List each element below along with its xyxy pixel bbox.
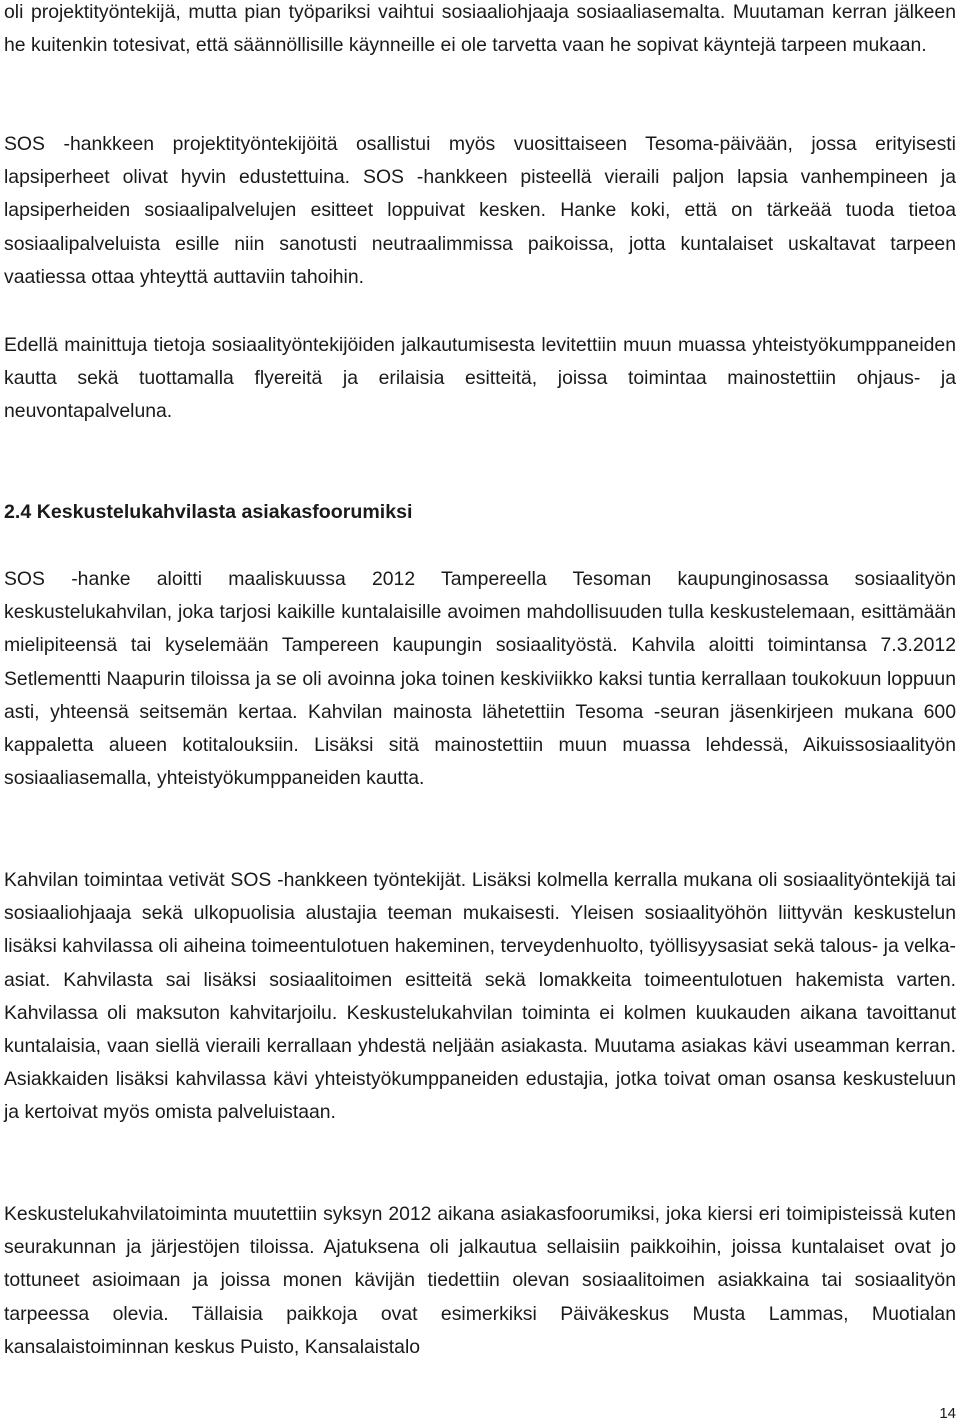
paragraph-tesoma-day: SOS -hankkeen projektityöntekijöitä osallistui myös vuosittaiseen Tesoma-päivään, jossa erityisesti lapsiperheet olivat hyvin edustettuina. SOS -hankkeen pisteellä vieraili paljon lapsia vanhempineen ja lapsiperheiden sosiaalipalvelujen esitteet loppuivat kesken. Hanke koki, että on tärkeää tuoda tietoa sosiaalipalveluista esille niin sanotusti neutraalimmissa paikoissa, jotta kuntalaiset uskaltavat tarpeen vaatiessa ottaa yhteyttä auttaviin tahoihin.	[4, 133, 956, 288]
section-heading	[4, 496, 412, 529]
paragraph-client-forum: Keskustelukahvilatoiminta muutettiin syksyn 2012 aikana asiakasfoorumiksi, joka kiersi eri toimipisteissä kuten seurakunnan ja järjestöjen tiloissa. Ajatuksena oli jalkautua sellaisiin paikkoihin, joissa kuntalaiset ovat jo tottuneet asioimaan ja joissa monen kävijän tiedettiin olevan sosiaalitoimen asiakkaina tai sosiaalityön tarpeessa olevia. Tällaisia paikkoja ovat esimerkiksi Päiväkeskus Musta Lammas, Muotialan kansalaistoiminnan keskus Puisto, Kansalaistalo	[4, 1203, 956, 1358]
section-number: 2.4	[4, 501, 32, 523]
section-title: Keskustelukahvilasta asiakasfoorumiksi	[36, 501, 413, 523]
paragraph-cafe-start: SOS -hanke aloitti maaliskuussa 2012 Tampereella Tesoman kaupunginosassa sosiaalityön keskustelukahvilan, joka tarjosi kaikille kuntalaisille avoimen mahdollisuuden tulla keskustelemaan, esittämään mielipiteensä tai kyselemään Tampereen kaupungin sosiaalityöstä. Kahvila aloitti toimintansa 7.3.2012 Setlementti Naapurin tiloissa ja se oli avoinna joka toinen keskiviikko kaksi tuntia kerrallaan toukokuun loppuun asti, yhteensä seitsemän kertaa. Kahvilan mainosta lähetettiin Tesoma -seuran jäsenkirjeen mukana 600 kappaletta alueen kotitalouksiin. Lisäksi sitä mainostettiin muun muassa lehdessä, Aikuissosiaalityön sosiaaliasemalla, yhteistyökumppaneiden kautta.	[4, 568, 956, 790]
paragraph-information-distribution: Edellä mainittuja tietoja sosiaalityöntekijöiden jalkautumisesta levitettiin muun muassa yhteistyökumppaneiden kautta sekä tuottamalla flyereitä ja erilaisia esitteitä, joissa toimintaa mainostettiin ohjaus- ja neuvontapalveluna.	[4, 334, 956, 423]
paragraph-cafe-activities: Kahvilan toimintaa vetivät SOS -hankkeen työntekijät. Lisäksi kolmella kerralla mukana oli sosiaalityöntekijä tai sosiaaliohjaaja sekä ulkopuolisia alustajia teeman mukaisesti. Yleisen sosiaalityöhön liittyvän keskustelun lisäksi kahvilassa oli aiheina toimeentulotuen hakeminen, terveydenhuolto, työllisyysasiat sekä talous- ja velka-asiat. Kahvilasta sai lisäksi sosiaalitoimen esitteitä sekä lomakkeita toimeentulotuen hakemista varten. Kahvilassa oli maksuton kahvitarjoilu. Keskustelukahvilan toiminta ei kolmen kuukauden aikana tavoittanut kuntalaisia, vaan siellä vieraili kerrallaan yhdestä neljään asiakasta. Muutama asiakas kävi useamman kerran. Asiakkaiden lisäksi kahvilassa kävi yhteistyökumppaneiden edustajia, jotka toivat oman osansa keskusteluun ja kertoivat myös omista palveluistaan.	[4, 869, 956, 1124]
paragraph-visit-practice: oli projektityöntekijä, mutta pian työpariksi vaihtui sosiaaliohjaaja sosiaaliasemalta. Muutaman kerran jälkeen he kuitenkin totesivat, että säännöllisille käynneille ei ole tarvetta vaan he sopivat käyntejä tarpeen mukaan.	[4, 1, 956, 57]
page-number: 14	[939, 1405, 956, 1422]
